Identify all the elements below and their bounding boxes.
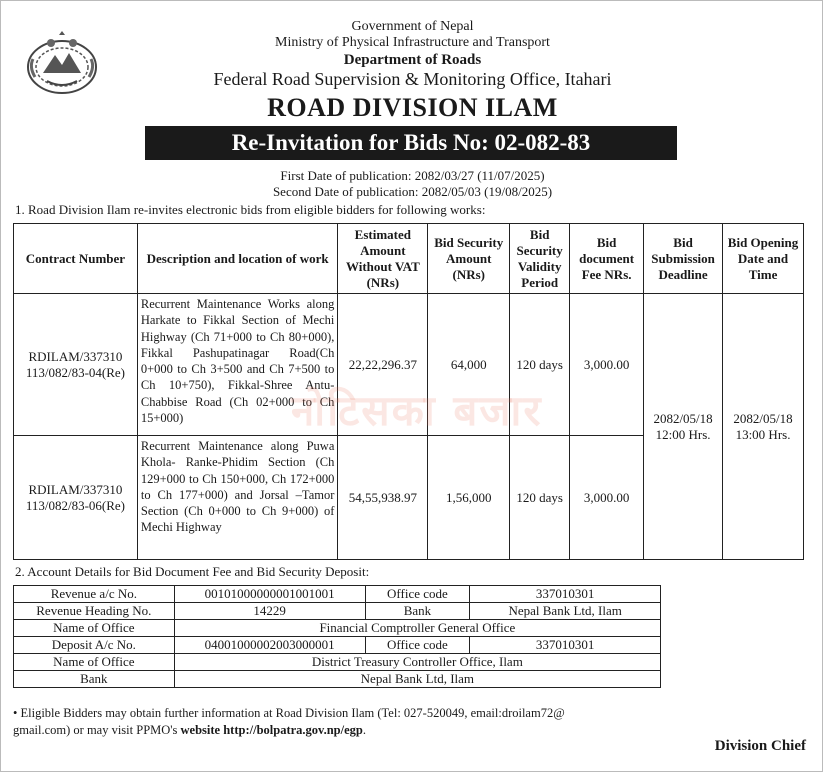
label-cell: Deposit A/c No. — [14, 637, 175, 654]
second-publication-date: Second Date of publication: 2082/05/03 (19/08/2025) — [272, 184, 553, 199]
header-cell: Estimated Amount Without VAT (NRs) — [338, 224, 428, 294]
bid-security-amount: 64,000 — [428, 294, 510, 436]
bids-table — [13, 223, 804, 560]
signature-title: Division Chief — [714, 738, 806, 754]
section2-text: 2. Account Details for Bid Document Fee and Bid Security Deposit: — [15, 564, 370, 579]
value-cell: 14229 — [174, 603, 365, 620]
value-cell: 337010301 — [470, 637, 661, 654]
table-row — [14, 671, 661, 688]
label-cell: Office code — [365, 586, 470, 603]
account-table — [13, 585, 661, 688]
document-fee: 3,000.00 — [570, 436, 644, 560]
table-row — [14, 586, 661, 603]
table-row — [14, 654, 661, 671]
table-row — [14, 294, 804, 436]
validity-period: 120 days — [510, 436, 570, 560]
header-cell: Bid Opening Date and Time — [723, 224, 804, 294]
office-title: Federal Road Supervision & Monitoring Office, Itahari — [213, 69, 612, 89]
ministry-title: Ministry of Physical Infrastructure and Transport — [275, 35, 550, 50]
contract-number: RDILAM/337310 113/082/83-04(Re) — [14, 294, 138, 436]
table-row — [14, 637, 661, 654]
value-cell: 337010301 — [470, 586, 661, 603]
submission-deadline: 2082/05/18 12:00 Hrs. — [644, 294, 723, 560]
value-cell: Nepal Bank Ltd, Ilam — [174, 671, 660, 688]
opening-date: 2082/05/18 13:00 Hrs. — [723, 294, 804, 560]
contact-note — [13, 705, 613, 739]
estimated-amount: 22,22,296.37 — [338, 294, 428, 436]
table-header-row — [14, 224, 804, 294]
header-cell: Bid Submission Deadline — [644, 224, 723, 294]
label-cell: Revenue a/c No. — [14, 586, 175, 603]
header-cell: Contract Number — [14, 224, 138, 294]
label-cell: Revenue Heading No. — [14, 603, 175, 620]
value-cell: District Treasury Controller Office, Ilam — [174, 654, 660, 671]
header-cell: Bid document Fee NRs. — [570, 224, 644, 294]
work-description: Recurrent Maintenance along Puwa Khola- Ranke-Phidim Section (Ch 129+000 to Ch 150+000, Ch 172+000 to Ch 177+000) and Jorsal –Tamor Section (Ch 0+000 to Ch 9+000) of Mechi Highway — [137, 436, 338, 560]
table-row — [14, 620, 661, 637]
document-fee: 3,000.00 — [570, 294, 644, 436]
estimated-amount: 54,55,938.97 — [338, 436, 428, 560]
bid-security-amount: 1,56,000 — [428, 436, 510, 560]
watermark-text: नोटिसका बजार — [291, 386, 543, 435]
table-row — [14, 603, 661, 620]
label-cell: Office code — [365, 637, 470, 654]
header-cell: Description and location of work — [137, 224, 338, 294]
value-cell: 04001000002003000001 — [174, 637, 365, 654]
label-cell: Name of Office — [14, 654, 175, 671]
intro-text: 1. Road Division Ilam re-invites electronic bids from eligible bidders for following works: — [15, 202, 486, 217]
value-cell: Financial Comptroller General Office — [174, 620, 660, 637]
header-cell: Bid Security Amount (NRs) — [428, 224, 510, 294]
department-title: Department of Roads — [343, 52, 482, 68]
work-description: Recurrent Maintenance Works along Harkate to Fikkal Section of Mechi Highway (Ch 71+000 to Ch 80+000), Fikkal Pashupatinagar Road(Ch 0+000 to Ch 3+500 and Ch 7+500 to Ch 10+750), Fikkal-Shree Antu-Chabbise Road (Ch 02+000 to Ch 15+000) — [137, 294, 338, 436]
validity-period: 120 days — [510, 294, 570, 436]
note-text: • Eligible Bidders may obtain further information at Road Division Ilam (Tel: 027-520049, email:droilam72@ gmail.com) or may visit PPMO's — [13, 706, 565, 737]
label-cell: Bank — [14, 671, 175, 688]
label-cell: Name of Office — [14, 620, 175, 637]
website-link[interactable]: website http://bolpatra.gov.np/egp — [180, 723, 363, 737]
division-title: ROAD DIVISION ILAM — [267, 93, 558, 122]
first-publication-date: First Date of publication: 2082/03/27 (11/07/2025) — [280, 168, 545, 183]
contract-number: RDILAM/337310 113/082/83-06(Re) — [14, 436, 138, 560]
note-end: . — [362, 723, 366, 737]
bid-banner: Re-Invitation for Bids No: 02-082-83 — [145, 126, 677, 160]
value-cell: 00101000000001001001 — [174, 586, 365, 603]
value-cell: Nepal Bank Ltd, Ilam — [470, 603, 661, 620]
label-cell: Bank — [365, 603, 470, 620]
government-title: Government of Nepal — [351, 19, 474, 34]
header-cell: Bid Security Validity Period — [510, 224, 570, 294]
